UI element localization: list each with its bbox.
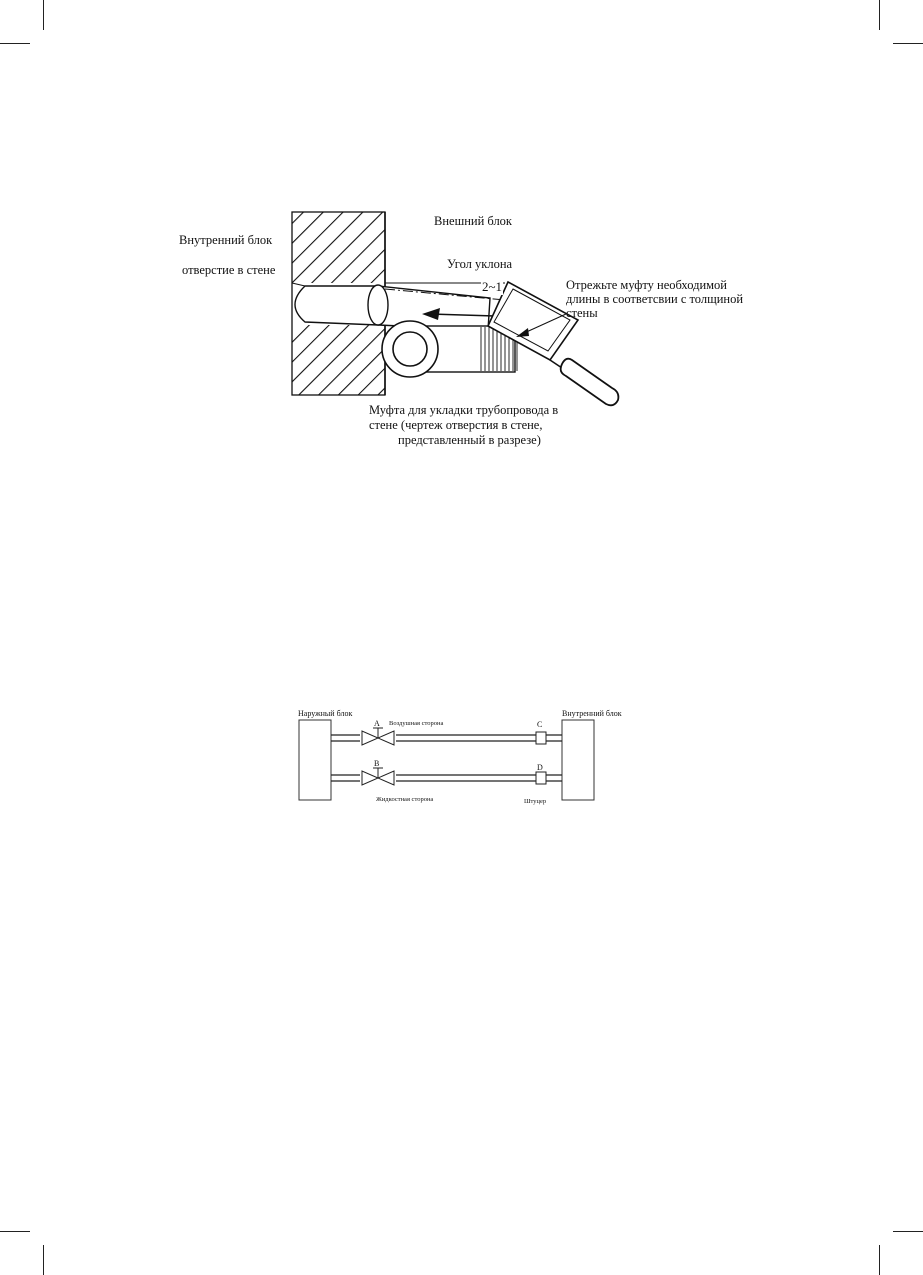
port-c-label: C	[537, 720, 543, 729]
slope-angle-label: Угол уклона	[447, 257, 513, 271]
cut-note-line3: стены	[566, 306, 598, 320]
sleeve-note-line3: представленный в разрезе)	[398, 433, 541, 447]
cut-note-line1: Отрежьте муфту необходимой	[566, 278, 727, 292]
sleeve-note-line2: стене (чертеж отверстия в стене,	[369, 418, 543, 432]
port-d-label: D	[537, 763, 543, 772]
valve-a-label: A	[374, 719, 380, 728]
piping-outdoor-label: Наружный блок	[298, 709, 353, 718]
valve-b-label: B	[374, 759, 380, 768]
gas-side-label: Воздушная сторона	[389, 720, 444, 727]
liquid-side-label: Жидкостная сторона	[376, 796, 434, 803]
piping-indoor-label: Внутренний блок	[562, 709, 622, 718]
sleeve-note-line1: Муфта для укладки трубопровода в	[369, 403, 559, 417]
fitting-label: Штуцер	[524, 798, 547, 805]
wall-hole-label: отверстие в стене	[182, 263, 276, 277]
angle-value: 2~1	[482, 279, 503, 294]
indoor-unit-label: Внутренний блок	[179, 233, 273, 247]
cut-note-line2: длины в соответсвии с толщиной	[566, 292, 744, 306]
outdoor-unit-label: Внешний блок	[434, 214, 513, 228]
